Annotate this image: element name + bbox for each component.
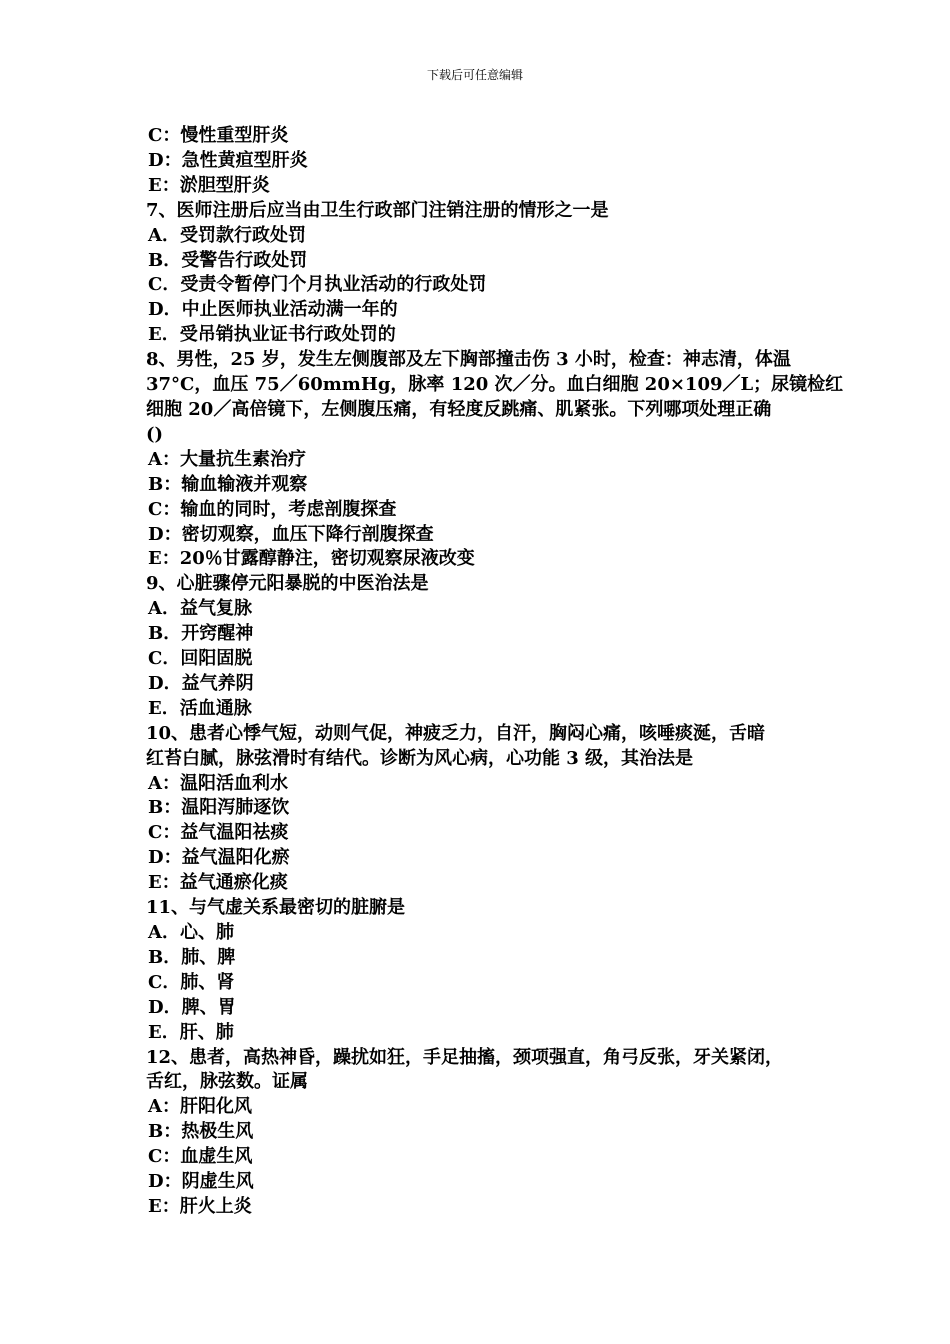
answer-option: D．益气养阴 bbox=[148, 672, 254, 694]
document-body bbox=[146, 124, 844, 1220]
answer-option: C．回阳固脱 bbox=[148, 648, 253, 670]
answer-option: C：输血的同时，考虑剖腹探查 bbox=[148, 498, 397, 520]
answer-option: C．肺、肾 bbox=[148, 971, 235, 993]
answer-option: B：输血输液并观察 bbox=[148, 473, 308, 495]
question-text: 7、医师注册后应当由卫生行政部门注销注册的情形之一是 bbox=[146, 199, 609, 221]
answer-option: E：淤胆型肝炎 bbox=[148, 174, 270, 196]
answer-option: E．受吊销执业证书行政处罚的 bbox=[148, 324, 396, 346]
answer-option: A．益气复脉 bbox=[148, 598, 252, 620]
answer-option: D．中止医师执业活动满一年的 bbox=[148, 299, 398, 321]
question-text: 9、心脏骤停元阳暴脱的中医治法是 bbox=[146, 573, 429, 595]
question-text: 舌红，脉弦数。证属 bbox=[146, 1071, 308, 1093]
answer-option: E．活血通脉 bbox=[148, 697, 252, 719]
answer-option: D：密切观察，血压下降行剖腹探查 bbox=[148, 523, 434, 545]
answer-option: D．脾、胃 bbox=[148, 996, 236, 1018]
answer-option: B：热极生风 bbox=[148, 1121, 254, 1143]
question-text: 细胞 20／高倍镜下，左侧腹压痛，有轻度反跳痛、肌紧张。下列哪项处理正确 bbox=[146, 398, 772, 420]
answer-option: B．受警告行政处罚 bbox=[148, 249, 308, 271]
question-text: 8、男性，25 岁，发生左侧腹部及左下胸部撞击伤 3 小时，检查：神志清，体温 bbox=[146, 349, 791, 371]
answer-option: C：慢性重型肝炎 bbox=[148, 125, 289, 146]
answer-option: E：益气通瘀化痰 bbox=[148, 872, 288, 894]
answer-option: A．心、肺 bbox=[148, 922, 234, 943]
answer-option: C：血虚生风 bbox=[148, 1146, 253, 1168]
answer-option: B．开窍醒神 bbox=[148, 623, 254, 645]
answer-option: C．受责令暂停门个月执业活动的行政处罚 bbox=[148, 274, 487, 296]
answer-option: A：肝阳化风 bbox=[148, 1096, 252, 1118]
answer-option: B：温阳泻肺逐饮 bbox=[148, 797, 290, 819]
question-text: 37°C，血压 75／60mmHg，脉率 120 次／分。血白细胞 20×109／L；尿镜检红 bbox=[146, 374, 844, 396]
answer-option: A：大量抗生素治疗 bbox=[148, 448, 306, 470]
page-header: 下载后可任意编辑 bbox=[426, 68, 523, 82]
answer-option: A．受罚款行政处罚 bbox=[148, 224, 306, 246]
question-text: 10、患者心悸气短，动则气促，神疲乏力，自汗，胸闷心痛，咳唾痰涎，舌暗 bbox=[146, 722, 766, 744]
answer-option: A：温阳活血利水 bbox=[148, 772, 288, 794]
answer-option: E：20％甘露醇静注，密切观察尿液改变 bbox=[148, 548, 475, 570]
question-text: 红苔白腻，脉弦滑时有结代。诊断为风心病，心功能 3 级，其治法是 bbox=[146, 747, 694, 769]
question-text: () bbox=[146, 423, 164, 445]
answer-option: D：阴虚生风 bbox=[148, 1171, 254, 1193]
answer-option: D：益气温阳化瘀 bbox=[148, 847, 290, 869]
answer-option: E．肝、肺 bbox=[148, 1021, 234, 1043]
question-text: 12、患者，高热神昏，躁扰如狂，手足抽搐，颈项强直，角弓反张，牙关紧闭， bbox=[146, 1046, 784, 1068]
answer-option: D：急性黄疸型肝炎 bbox=[148, 149, 308, 171]
answer-option: E：肝火上炎 bbox=[148, 1195, 252, 1217]
answer-option: B．肺、脾 bbox=[148, 946, 236, 968]
question-text: 11、与气虚关系最密切的脏腑是 bbox=[146, 897, 406, 919]
answer-option: C：益气温阳祛痰 bbox=[148, 822, 289, 844]
